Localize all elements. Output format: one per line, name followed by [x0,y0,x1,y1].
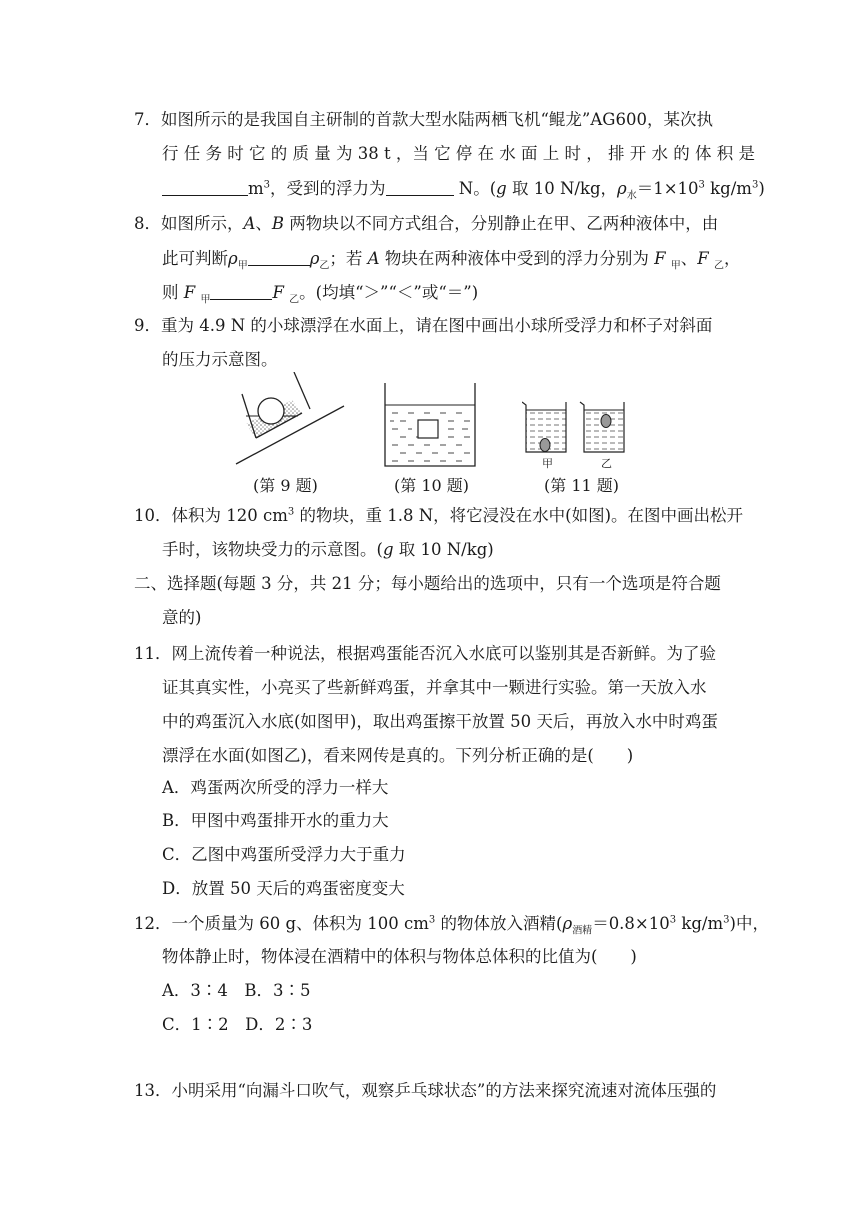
answer-blank[interactable] [210,284,272,300]
figure-11-beakers-eggs [522,398,634,454]
q11-line2: 证其真实性，小亮买了些新鲜鸡蛋，并拿其中一颗进行实验。第一天放入水 [162,678,707,697]
q13-line1: 13．小明采用“向漏斗口吹气，观察乒乓球状态”的方法来探究流速对流体压强的 [134,1081,717,1100]
q7-line1: 7．如图所示的是我国自主研制的首款大型水陆两栖飞机“鲲龙”AG600，某次执 [134,110,713,129]
figure-9-incline-cup [232,372,347,467]
q11-line3: 中的鸡蛋沉入水底(如图甲)，取出鸡蛋擦干放置 50 天后，再放入水中时鸡蛋 [162,712,718,731]
caption-figure-9: (第 9 题) [253,476,318,495]
q12-options-ab[interactable]: A．3∶4 B．3∶5 [162,981,311,1000]
q11-option-c[interactable]: C．乙图中鸡蛋所受浮力大于重力 [162,845,406,864]
q7-line2: 行 任 务 时 它 的 质 量 为 38 t ，当 它 停 在 水 面 上 时 ， 排 开 水 的 体 积 是 [162,144,755,163]
block-icon [418,420,438,438]
egg-icon [540,439,550,452]
q8-line2: 此可判断$\rho_甲$ $\rho_乙$；若 A 物块在两种液体中受到的浮力分别为 F $_甲$、F $_乙$， [162,249,741,272]
label-yi: 乙 [601,457,612,470]
q12-line2: 物体静止时，物体浸在酒精中的体积与物体总体积的比值为( ) [162,947,637,966]
q11-option-a[interactable]: A．鸡蛋两次所受的浮力一样大 [162,778,389,797]
answer-blank[interactable] [386,180,454,196]
beaker-yi [580,402,624,452]
figure-10-container-block [384,383,476,467]
q8-line1: 8．如图所示，A、B 两物块以不同方式组合，分别静止在甲、乙两种液体中，由 [134,214,719,233]
q8-line3: 则 F $_甲$ F $_乙$。(均填“＞”“＜”或“＝”) [162,283,479,306]
caption-figure-11: (第 11 题) [544,476,620,495]
q11-line4: 漂浮在水面(如图乙)，看来网传是真的。下列分析正确的是( ) [162,746,634,765]
egg-icon [601,415,611,428]
q11-option-d[interactable]: D．放置 50 天后的鸡蛋密度变大 [162,879,405,898]
q9-line2: 的压力示意图。 [162,350,278,369]
section-heading-cont: 意的) [162,608,202,627]
q12-line1: 12．一个质量为 60 g、体积为 100 $cm^3$ 的物体放入酒精($\rho_{酒精}=0.8\times 10^3$ $kg/m^3$)中， [134,914,769,937]
q9-line1: 9．重为 4.9 N 的小球漂浮在水面上，请在图中画出小球所受浮力和杯子对斜面 [134,316,713,335]
section-heading: 二、选择题(每题 3 分，共 21 分；每小题给出的选项中，只有一个选项是符合题 [134,574,721,593]
beaker-jia [522,402,566,452]
q11-option-b[interactable]: B．甲图中鸡蛋排开水的重力大 [162,811,389,830]
q11-line1: 11．网上流传着一种说法，根据鸡蛋能否沉入水底可以鉴别其是否新鲜。为了验 [134,644,716,663]
answer-blank[interactable] [248,250,310,266]
label-jia: 甲 [542,457,553,470]
caption-figure-10: (第 10 题) [394,476,470,495]
answer-blank[interactable] [162,180,248,196]
q10-line1: 10．体积为 120 $cm^3$ 的物块，重 1.8 N，将它浸没在水中(如图)。在图中画出松开 [134,506,744,525]
q7-line3: $m^3$，受到的浮力为 N。(g 取 10 N/kg，$\rho_水=1\times 10^3$ $kg/m^3$) [162,180,765,198]
q12-options-cd[interactable]: C．1∶2 D．2∶3 [162,1015,313,1034]
q10-line2: 手时，该物块受力的示意图。(g 取 10 N/kg) [162,540,494,559]
ball-icon [258,398,284,424]
